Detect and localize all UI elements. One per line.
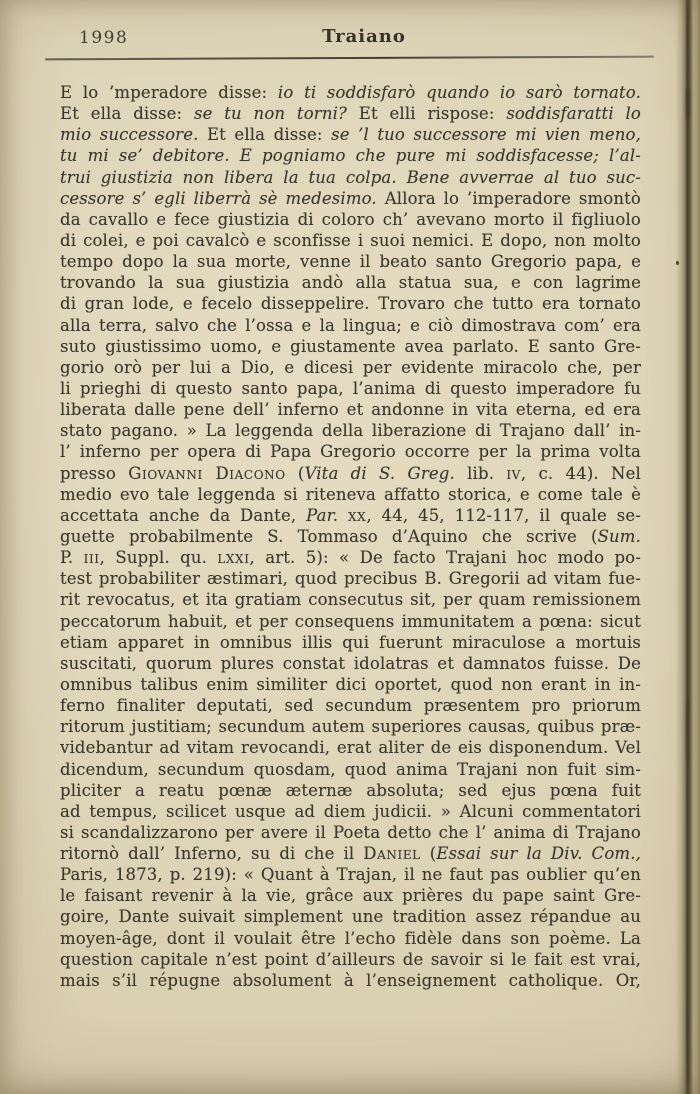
text-line: rit revocatus, et ita gratiam consecutus sit, per quam remissionem	[60, 590, 641, 610]
page-number: 1998	[79, 28, 129, 48]
text-line: question capitale n’est point d’ailleurs de savoir si le fait est vrai,	[60, 949, 641, 969]
text-line: Paris, 1873, p. 219): « Quant à Trajan, il ne faut pas oublier qu’en	[60, 865, 641, 885]
text-line: trui giustizia non libera la tua colpa. Bene avverrae al tuo suc-	[60, 167, 641, 187]
text-line: pliciter a reatu pœnæ æternæ absoluta; sed ejus pœna fuit	[60, 780, 641, 800]
text-line: li prieghi di questo santo papa, l’anima di questo imperadore fu	[60, 378, 641, 398]
text-line: l’ inferno per opera di Papa Gregorio occorre per la prima volta	[60, 442, 641, 462]
text-line: stato pagano. » La leggenda della liberazione di Trajano dall’ in-	[60, 421, 641, 441]
text-line: suto giustissimo uomo, e giustamente avea parlato. E santo Gre-	[60, 336, 641, 356]
text-line: mais s’il répugne absolument à l’enseignement catholique. Or,	[60, 970, 641, 990]
text-line: E lo ’mperadore disse: io ti soddisfarò quando io sarò tornato.	[60, 83, 641, 102]
text-line: cessore s’ egli liberrà sè medesimo. Allora lo ’imperadore smontò	[60, 188, 641, 208]
text-line: test probabiliter æstimari, quod precibus B. Gregorii ad vitam fue-	[60, 569, 641, 589]
text-line: P. iii, Suppl. qu. lxxi, art. 5): « De facto Trajani hoc modo po-	[60, 548, 641, 568]
text-line: moyen-âge, dont il voulait être l’echo fidèle dans son poème. La	[60, 928, 641, 948]
text-line: goire, Dante suivait simplement une tradition assez répandue au	[60, 907, 641, 927]
text-line: di colei, e poi cavalcò e sconfisse i suoi nemici. E dopo, non molto	[60, 230, 641, 250]
text-line: trovando la sua giustizia andò alla statua sua, e con lagrime	[60, 273, 641, 293]
text-line: Et ella disse: se tu non torni? Et elli rispose: soddisfaratti lo	[60, 104, 641, 124]
text-line: dicendum, secundum quosdam, quod anima Trajani non fuit sim-	[60, 759, 641, 779]
text-line: omnibus talibus enim similiter dici oportet, quod non erant in in-	[60, 674, 641, 694]
paper-speck	[676, 261, 679, 265]
text-line: presso Giovanni Diacono (Vita di S. Greg. lib. iv, c. 44). Nel	[60, 463, 641, 483]
text-line: ferno finaliter deputati, sed secundum præsentem pro priorum	[60, 696, 641, 716]
text-line: di gran lode, e fecelo disseppelire. Trovaro che tutto era tornato	[60, 294, 641, 314]
text-line: ritorum justitiam; secundum autem superiores causas, quibus præ-	[60, 717, 641, 737]
text-line: tu mi se’ debitore. E pogniamo che pure mi soddisfacesse; l’al-	[60, 146, 641, 166]
text-line: ritornò dall’ Inferno, su di che il Daniel (Essai sur la Div. Com.,	[60, 844, 641, 864]
header-rule	[45, 56, 654, 61]
text-line: accettata anche da Dante, Par. xx, 44, 45, 112-117, il quale se-	[60, 505, 641, 525]
text-line: ad tempus, scilicet usque ad diem judicii. » Alcuni commentatori	[60, 801, 641, 821]
text-block	[60, 82, 641, 991]
page-edge-smudge	[686, 88, 690, 120]
text-line: tempo dopo la sua morte, venne il beato santo Gregorio papa, e	[60, 252, 641, 272]
running-header-title: Traiano	[322, 26, 406, 47]
text-line: medio evo tale leggenda si riteneva affatto storica, e come tale è	[60, 484, 641, 504]
page-edge-smudge	[686, 698, 689, 762]
text-line: guette probabilmente S. Tommaso d’Aquino che scrive (Sum.	[60, 526, 641, 546]
text-line: le faisant revenir à la vie, grâce aux prières du pape saint Gre-	[60, 886, 641, 906]
text-line: etiam apparet in omnibus illis qui fuerunt miraculose a mortuis	[60, 632, 641, 652]
page-edge-shadow	[676, 0, 700, 1094]
text-line: si scandalizzarono per avere il Poeta detto che l’ anima di Trajano	[60, 822, 641, 842]
text-line: liberata dalle pene dell’ inferno et andonne in vita eterna, ed era	[60, 400, 641, 420]
text-line: alla terra, salvo che l’ossa e la lingua; e ciò dimostrava com’ era	[60, 315, 641, 335]
text-line: gorio orò per lui a Dio, e dicesi per evidente miracolo che, per	[60, 357, 641, 377]
text-line: videbantur ad vitam revocandi, erat aliter de eis disponendum. Vel	[60, 738, 641, 758]
text-line: da cavallo e fece giustizia di coloro ch’ avevano morto il figliuolo	[60, 209, 641, 229]
text-line: peccatorum habuit, et per consequens immunitatem a pœna: sicut	[60, 611, 641, 631]
text-line: mio successore. Et ella disse: se ’l tuo successore mi vien meno,	[60, 125, 641, 145]
text-line: suscitati, quorum plures constat idolatras et damnatos fuisse. De	[60, 653, 641, 673]
